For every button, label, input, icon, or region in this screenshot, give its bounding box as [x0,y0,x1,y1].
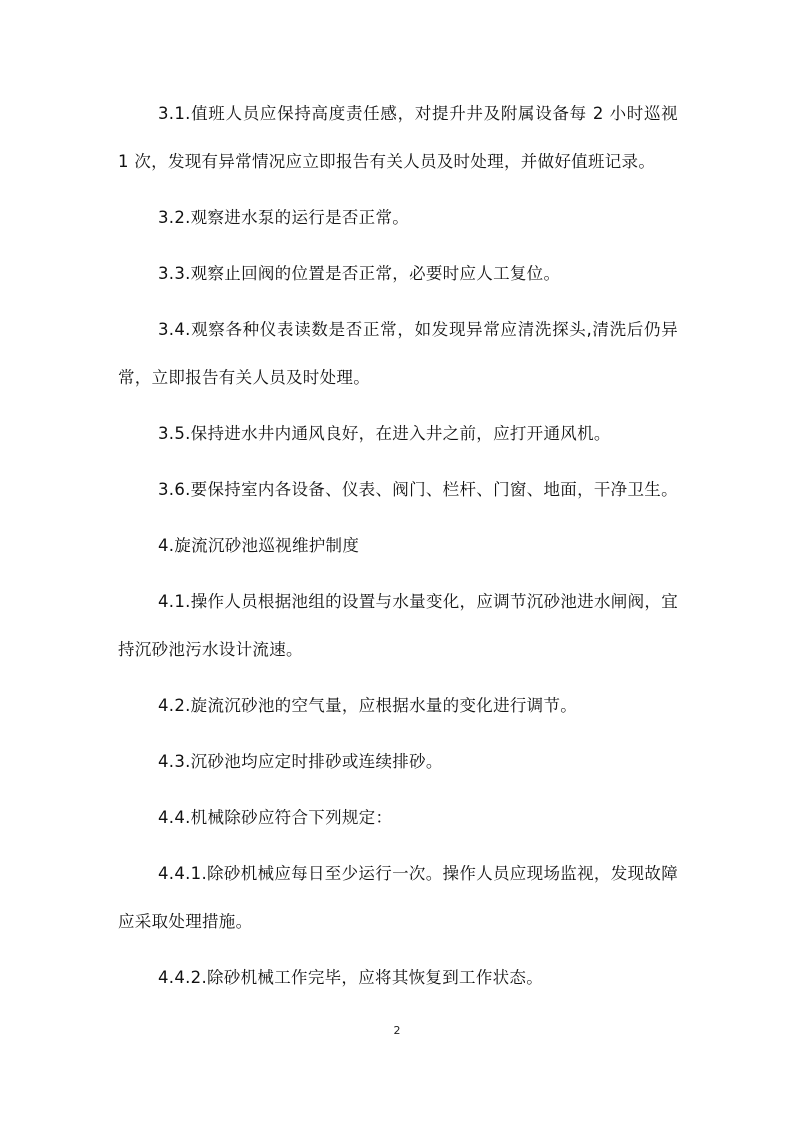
page-number: 2 [393,1024,401,1037]
paragraph-4-4-1: 4.4.1.除砂机械应每日至少运行一次。操作人员应现场监视，发现故障应采取处理措施。 [118,864,678,931]
paragraph-4-2: 4.2.旋流沉砂池的空气量，应根据水量的变化进行调节。 [158,696,578,715]
document-body [118,90,678,1010]
paragraph-3-6: 3.6.要保持室内各设备、仪表、阀门、栏杆、门窗、地面，干净卫生。 [158,480,678,499]
paragraph-4-1: 4.1.操作人员根据池组的设置与水量变化，应调节沉砂池进水闸阀，宜持沉砂池污水设计流速。 [118,592,678,659]
paragraph-3-4: 3.4.观察各种仪表读数是否正常，如发现异常应清洗探头,清洗后仍异常，立即报告有关人员及时处理。 [118,320,678,387]
paragraph-3-2: 3.2.观察进水泵的运行是否正常。 [158,208,410,227]
section-heading-4: 4.旋流沉砂池巡视维护制度 [158,536,360,555]
paragraph-3-5: 3.5.保持进水井内通风良好，在进入井之前，应打开通风机。 [158,424,611,443]
paragraph-3-3: 3.3.观察止回阀的位置是否正常，必要时应人工复位。 [158,264,561,283]
paragraph-4-4-2: 4.4.2.除砂机械工作完毕，应将其恢复到工作状态。 [158,968,544,987]
paragraph-4-3: 4.3.沉砂池均应定时排砂或连续排砂。 [158,752,443,771]
paragraph-4-4: 4.4.机械除砂应符合下列规定： [158,808,393,827]
paragraph-3-1: 3.1.值班人员应保持高度责任感，对提升井及附属设备每 2 小时巡视 1 次，发现有异常情况应立即报告有关人员及时处理，并做好值班记录。 [118,104,678,171]
